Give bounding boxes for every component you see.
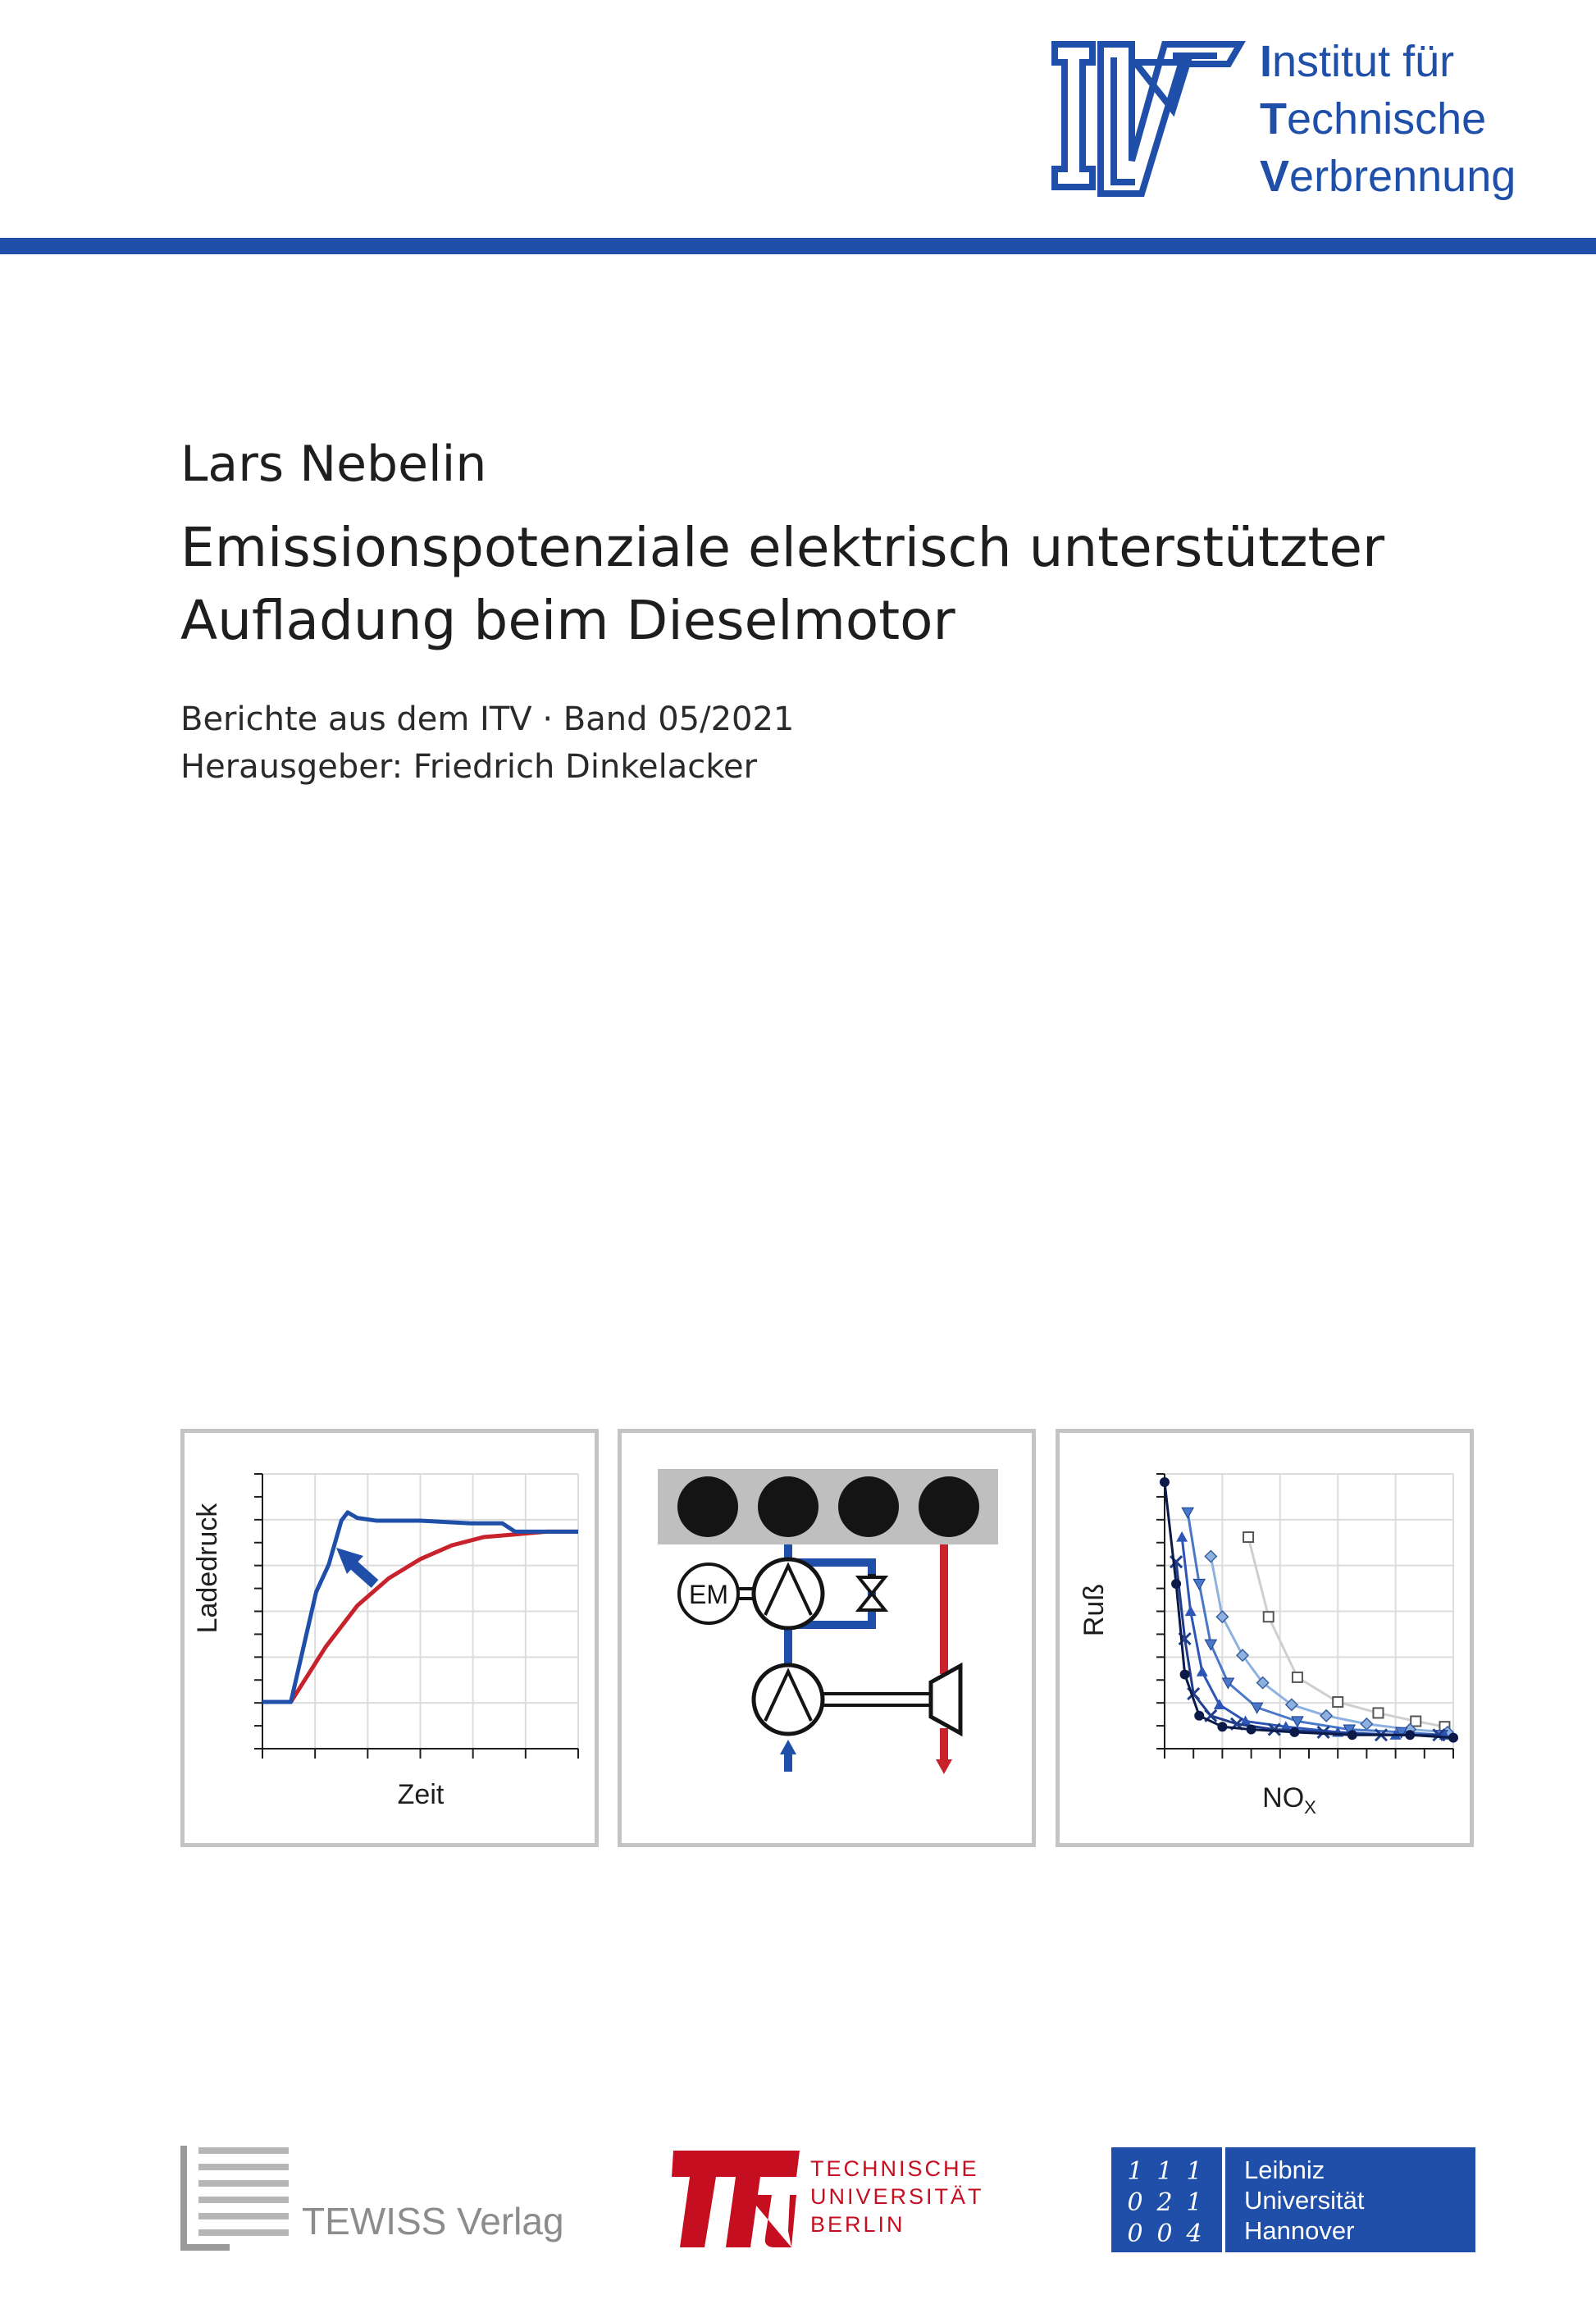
data-point-circle (1247, 1725, 1256, 1735)
cylinder-1 (677, 1476, 738, 1537)
data-point-triangle-down (1205, 1640, 1216, 1650)
luh-name-line1: Leibniz (1244, 2156, 1325, 2184)
svg-text:0: 0 (1127, 2219, 1143, 2248)
chart-axes (254, 1474, 578, 1759)
data-point-square (1243, 1532, 1253, 1542)
cylinder-2 (758, 1476, 819, 1537)
y-axis-label: Ruß (1078, 1583, 1110, 1637)
data-point-triangle-up (1214, 1699, 1225, 1709)
system-schematic-panel (618, 1429, 1036, 1847)
data-point-circle (1347, 1730, 1357, 1740)
bypass-valve (859, 1574, 885, 1610)
data-point-circle (1171, 1579, 1181, 1589)
data-point-diamond (1320, 1710, 1332, 1722)
institute-name-line3: Verbrennung (1260, 152, 1516, 201)
soot-nox-chart (1060, 1433, 1470, 1843)
book-title-line1: Emissionspotenziale elektrisch unterstützter (180, 516, 1385, 579)
svg-text:1: 1 (1186, 2157, 1202, 2186)
soot-nox-chart-panel (1056, 1429, 1474, 1847)
electric-compressor (739, 1559, 823, 1628)
x-axis-label: NO (1262, 1782, 1305, 1813)
tu-berlin-name-line3: BERLIN (810, 2212, 905, 2237)
data-point-triangle-down (1193, 1579, 1205, 1590)
svg-text:4: 4 (1186, 2219, 1202, 2248)
data-point-triangle-up (1197, 1666, 1208, 1677)
tu-berlin-logo (668, 2146, 804, 2252)
data-point-square (1411, 1717, 1420, 1727)
data-point-diamond (1361, 1718, 1372, 1730)
data-point-circle (1180, 1670, 1190, 1680)
exhaust-arrow (936, 1759, 952, 1774)
system-schematic (622, 1433, 1032, 1843)
tewiss-logo (180, 2146, 295, 2251)
editor-info: Herausgeber: Friedrich Dinkelacker (180, 748, 758, 786)
svg-text:1: 1 (1186, 2188, 1202, 2217)
data-point-circle (1289, 1727, 1299, 1737)
motor-label: EM (689, 1580, 728, 1609)
institute-name-line1: Institut für (1260, 37, 1455, 86)
data-point-diamond (1205, 1551, 1216, 1563)
institute-name-line2: Technische (1260, 94, 1487, 144)
luh-name-line3: Hannover (1244, 2216, 1355, 2245)
data-point-diamond (1216, 1611, 1228, 1622)
data-point-triangle-down (1182, 1508, 1193, 1518)
x-axis-label-subscript: X (1304, 1797, 1316, 1818)
y-axis-label: Ladedruck (191, 1503, 223, 1634)
book-title-line2: Aufladung beim Dieselmotor (180, 589, 955, 652)
turbocharger-compressor (754, 1665, 823, 1734)
svg-text:2: 2 (1156, 2188, 1173, 2217)
header-divider (0, 238, 1596, 254)
luh-logo-mark (1115, 2151, 1214, 2248)
boost-pressure-chart-panel (180, 1429, 599, 1847)
turbine (931, 1666, 960, 1733)
svg-text:1: 1 (1127, 2157, 1143, 2186)
data-point-circle (1448, 1733, 1458, 1743)
svg-text:NOX (1262, 1782, 1316, 1818)
chart-grid (1165, 1474, 1453, 1749)
itv-logo (1050, 38, 1247, 202)
data-point-circle (1194, 1711, 1204, 1721)
x-axis-label: Zeit (397, 1779, 445, 1810)
data-point-square (1373, 1708, 1383, 1718)
tu-berlin-name-line2: UNIVERSITÄT (810, 2184, 984, 2209)
intake-arrow (780, 1740, 796, 1772)
publisher-name: TEWISS Verlag (302, 2200, 564, 2242)
data-point-circle (1217, 1722, 1227, 1731)
series-info: Berichte aus dem ITV · Band 05/2021 (180, 700, 795, 738)
data-point-circle (1160, 1477, 1170, 1487)
cylinder-3 (838, 1476, 899, 1537)
tu-berlin-name-line1: TECHNISCHE (810, 2156, 979, 2181)
svg-text:0: 0 (1127, 2188, 1143, 2217)
luh-name-line2: Universität (1244, 2186, 1365, 2215)
cylinder-4 (919, 1476, 979, 1537)
author-name: Lars Nebelin (180, 436, 487, 493)
svg-text:1: 1 (1156, 2157, 1173, 2186)
luh-logo-divider (1222, 2147, 1225, 2252)
electric-motor (679, 1564, 738, 1623)
turbocharger-shaft (822, 1694, 931, 1705)
data-point-circle (1405, 1730, 1415, 1740)
data-point-square (1333, 1697, 1343, 1707)
boost-pressure-chart (185, 1433, 595, 1843)
data-point-triangle-up (1176, 1531, 1188, 1542)
data-point-square (1293, 1672, 1302, 1682)
svg-text:0: 0 (1156, 2219, 1173, 2248)
data-point-square (1264, 1612, 1274, 1622)
series-line-diamond (1211, 1557, 1448, 1732)
